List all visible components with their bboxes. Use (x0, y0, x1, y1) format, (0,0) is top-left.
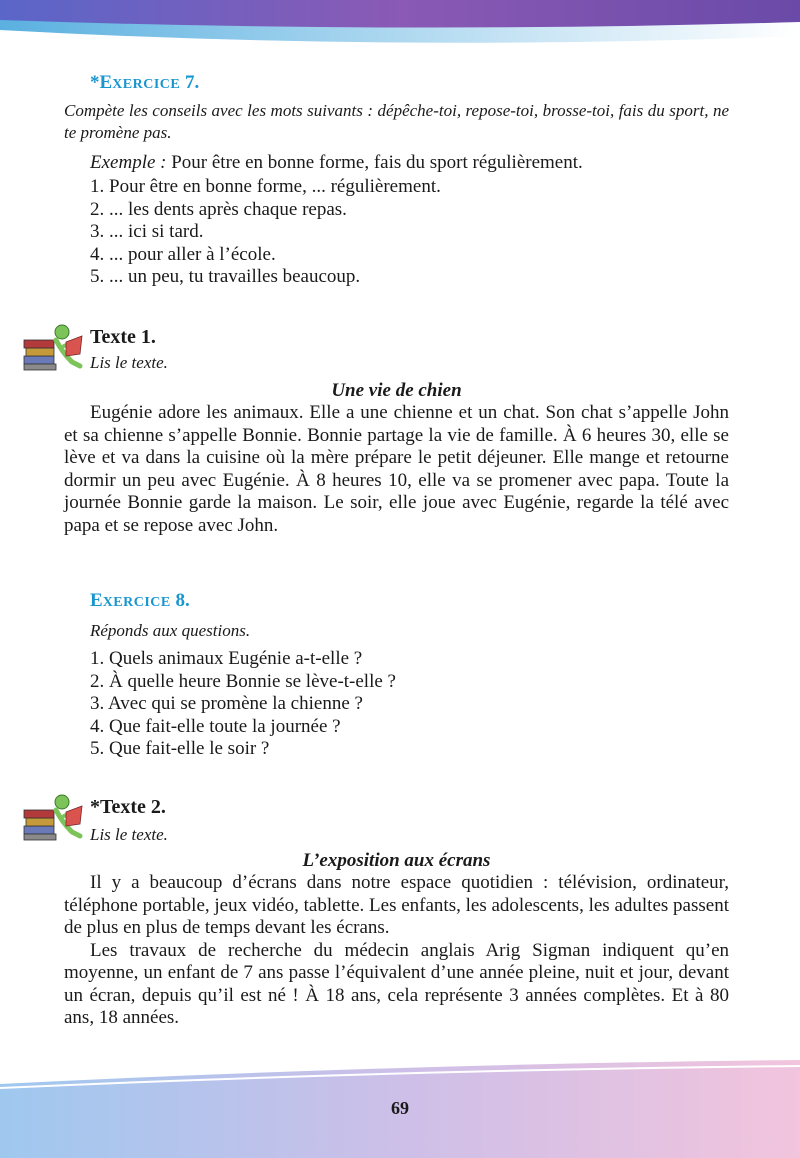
texte-2-title (90, 796, 755, 820)
texte-1-title (90, 326, 755, 350)
list-item: 4. ... pour aller à l’école. (90, 243, 276, 265)
texte-2-title-text: *Texte 2. (90, 796, 166, 818)
exercice-8-instruction: Réponds aux questions. (90, 621, 251, 640)
list-item: 1. Pour être en bonne forme, ... régulièrement. (90, 176, 441, 197)
list-item: 1. Quels animaux Eugénie a-t-elle ? (90, 648, 363, 669)
list-item: 2. À quelle heure Bonnie se lève-t-elle ? (90, 670, 396, 692)
title-smallcaps: XERCICE (102, 595, 171, 610)
list-item: 2. ... les dents après chaque repas. (90, 198, 347, 220)
texte-1-instruction: Lis le texte. (90, 353, 168, 372)
reading-books-icon (22, 792, 86, 844)
texte-2-paragraph: Il y a beaucoup d’écrans dans notre espace quotidien : télévision, ordinateur, téléphone portable, jeux vidéo, tablette. Les enfants, les adolescents, les adultes passent de plus en plus de temps devant les écrans. (64, 872, 729, 938)
exercice-7-instruction: Compète les conseils avec les mots suivants : dépêche-toi, repose-toi, brosse-toi, fais du sport, ne te promène pas. (64, 101, 729, 142)
exercice-7-title (90, 72, 755, 96)
texte-1-title-text: Texte 1. (90, 326, 156, 348)
top-decorative-band (0, 0, 800, 56)
texte-2-body (64, 872, 729, 1030)
title-smallcaps: XERCICE (112, 77, 181, 92)
exercice-8-title (90, 590, 755, 614)
list-item: 4. Que fait-elle toute la journée ? (90, 715, 341, 737)
texte-1-story-title: Une vie de chien (331, 380, 462, 401)
list-item: 5. ... un peu, tu travailles beaucoup. (90, 266, 361, 287)
title-first-letter: E (90, 590, 103, 611)
exercice-8-list (64, 648, 729, 761)
reading-books-icon (22, 322, 86, 374)
exemple-label: Exemple : (90, 152, 167, 173)
title-star: *E (90, 72, 113, 93)
title-number: 7. (180, 72, 200, 93)
title-number: 8. (170, 590, 190, 611)
texte-1-paragraph: Eugénie adore les animaux. Elle a une chienne et un chat. Son chat s’appelle John et sa chienne s’appelle Bonnie. Bonnie partage la vie de famille. À 6 heures 30, elle se lève et va dans la cuisine où la mère prépare le petit déjeuner. Elle mange et retourne dormir un peu avec Eugénie. À 8 heures 10, elle va se promener avec papa. Toute la journée Bonnie garde la maison. Le soir, elle joue avec Eugénie, regarde la télé avec papa et se repose avec John. (64, 402, 729, 536)
list-item: 5. Que fait-elle le soir ? (90, 738, 270, 759)
exercice-7-exemple (64, 152, 729, 175)
list-item: 3. ... ici si tard. (90, 221, 204, 242)
texte-2-paragraph: Les travaux de recherche du médecin anglais Arig Sigman indiquent qu’en moyenne, un enfant de 7 ans passe l’équivalent d’une année pleine, nuit et jour, devant un écran, depuis qu’il est né ! À 18 ans, cela représente 3 années complètes. Et à 80 ans, 18 années. (64, 939, 729, 1028)
exercice-7-list (64, 176, 729, 289)
texte-2-instruction: Lis le texte. (90, 825, 168, 844)
page-number: 69 (391, 1098, 409, 1118)
exemple-text: Pour être en bonne forme, fais du sport régulièrement. (166, 152, 583, 173)
list-item: 3. Avec qui se promène la chienne ? (90, 693, 363, 714)
texte-2-story-title: L’exposition aux écrans (302, 850, 491, 871)
